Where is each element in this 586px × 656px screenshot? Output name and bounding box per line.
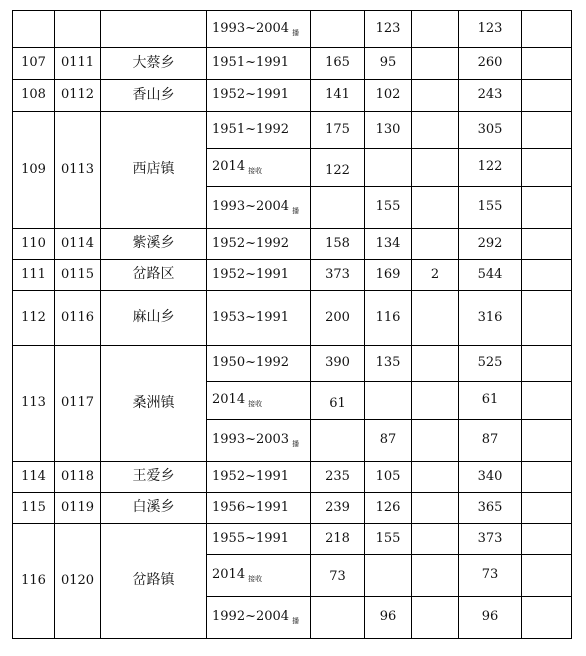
table-row bbox=[13, 291, 572, 346]
code-cell: 0117 bbox=[55, 346, 101, 462]
code-cell: 0113 bbox=[55, 112, 101, 229]
count-c-cell bbox=[412, 149, 459, 187]
count-a-cell: 122 bbox=[311, 149, 365, 187]
count-a-cell bbox=[311, 597, 365, 639]
name-cell: 王爱乡 bbox=[101, 462, 207, 493]
row-number-cell bbox=[13, 11, 55, 48]
count-a-cell: 175 bbox=[311, 112, 365, 149]
period-cell bbox=[207, 80, 311, 112]
period-cell bbox=[207, 462, 311, 493]
code-cell: 0119 bbox=[55, 493, 101, 524]
remark-cell bbox=[522, 462, 572, 493]
period-note: 接收 bbox=[248, 167, 263, 176]
period-cell bbox=[207, 420, 311, 462]
count-b-cell: 155 bbox=[365, 524, 412, 555]
period-note: 接收 bbox=[248, 575, 263, 584]
code-cell bbox=[55, 11, 101, 48]
total-cell: 525 bbox=[459, 346, 522, 382]
total-cell: 373 bbox=[459, 524, 522, 555]
total-cell: 122 bbox=[459, 149, 522, 187]
count-b-cell: 126 bbox=[365, 493, 412, 524]
count-a-cell bbox=[311, 420, 365, 462]
remark-cell bbox=[522, 291, 572, 346]
table-row bbox=[13, 493, 572, 524]
remark-cell bbox=[522, 420, 572, 462]
remark-cell bbox=[522, 555, 572, 597]
count-b-cell: 135 bbox=[365, 346, 412, 382]
period-cell bbox=[207, 555, 311, 597]
name-cell bbox=[101, 11, 207, 48]
count-c-cell bbox=[412, 291, 459, 346]
code-cell: 0114 bbox=[55, 229, 101, 260]
row-number-cell: 116 bbox=[13, 524, 55, 639]
table-row bbox=[13, 260, 572, 291]
code-cell: 0112 bbox=[55, 80, 101, 112]
row-number-cell: 110 bbox=[13, 229, 55, 260]
code-cell: 0115 bbox=[55, 260, 101, 291]
period-text: 1952~1991 bbox=[212, 87, 290, 103]
count-c-cell bbox=[412, 229, 459, 260]
count-a-cell: 158 bbox=[311, 229, 365, 260]
count-c-cell: 2 bbox=[412, 260, 459, 291]
remark-cell bbox=[522, 48, 572, 80]
table-row bbox=[13, 462, 572, 493]
count-a-cell: 73 bbox=[311, 555, 365, 597]
table-row bbox=[13, 524, 572, 555]
count-a-cell: 218 bbox=[311, 524, 365, 555]
count-b-cell: 134 bbox=[365, 229, 412, 260]
remark-cell bbox=[522, 229, 572, 260]
row-number-cell: 112 bbox=[13, 291, 55, 346]
total-cell: 61 bbox=[459, 382, 522, 420]
count-a-cell: 239 bbox=[311, 493, 365, 524]
period-text: 1992~2004 bbox=[212, 609, 290, 625]
count-a-cell bbox=[311, 11, 365, 48]
total-cell: 87 bbox=[459, 420, 522, 462]
count-a-cell: 200 bbox=[311, 291, 365, 346]
count-b-cell: 102 bbox=[365, 80, 412, 112]
period-cell bbox=[207, 149, 311, 187]
count-c-cell bbox=[412, 493, 459, 524]
name-cell: 岔路镇 bbox=[101, 524, 207, 639]
count-c-cell bbox=[412, 462, 459, 493]
period-cell bbox=[207, 11, 311, 48]
period-cell bbox=[207, 112, 311, 149]
count-b-cell bbox=[365, 555, 412, 597]
period-note: 播 bbox=[292, 28, 300, 37]
name-cell: 岔路区 bbox=[101, 260, 207, 291]
total-cell: 123 bbox=[459, 11, 522, 48]
table-row bbox=[13, 229, 572, 260]
code-cell: 0116 bbox=[55, 291, 101, 346]
count-a-cell: 390 bbox=[311, 346, 365, 382]
period-cell bbox=[207, 260, 311, 291]
count-c-cell bbox=[412, 524, 459, 555]
period-text: 1952~1992 bbox=[212, 235, 290, 251]
period-cell bbox=[207, 291, 311, 346]
total-cell: 340 bbox=[459, 462, 522, 493]
code-cell: 0111 bbox=[55, 48, 101, 80]
count-b-cell: 169 bbox=[365, 260, 412, 291]
count-c-cell bbox=[412, 382, 459, 420]
name-cell: 紫溪乡 bbox=[101, 229, 207, 260]
count-c-cell bbox=[412, 420, 459, 462]
period-note: 播 bbox=[292, 440, 300, 449]
count-c-cell bbox=[412, 112, 459, 149]
total-cell: 243 bbox=[459, 80, 522, 112]
count-b-cell: 123 bbox=[365, 11, 412, 48]
count-c-cell bbox=[412, 187, 459, 229]
period-text: 2014 bbox=[212, 392, 246, 408]
name-cell: 大蔡乡 bbox=[101, 48, 207, 80]
period-text: 1993~2004 bbox=[212, 199, 290, 215]
period-cell bbox=[207, 48, 311, 80]
row-number-cell: 115 bbox=[13, 493, 55, 524]
remark-cell bbox=[522, 187, 572, 229]
count-c-cell bbox=[412, 48, 459, 80]
total-cell: 73 bbox=[459, 555, 522, 597]
count-b-cell: 96 bbox=[365, 597, 412, 639]
name-cell: 麻山乡 bbox=[101, 291, 207, 346]
period-cell bbox=[207, 382, 311, 420]
count-a-cell: 141 bbox=[311, 80, 365, 112]
count-a-cell: 373 bbox=[311, 260, 365, 291]
total-cell: 96 bbox=[459, 597, 522, 639]
remark-cell bbox=[522, 382, 572, 420]
total-cell: 316 bbox=[459, 291, 522, 346]
archive-table bbox=[12, 10, 572, 639]
remark-cell bbox=[522, 346, 572, 382]
archive-table-sheet bbox=[12, 10, 572, 639]
row-number-cell: 113 bbox=[13, 346, 55, 462]
period-note: 播 bbox=[292, 617, 300, 626]
row-number-cell: 108 bbox=[13, 80, 55, 112]
name-cell: 香山乡 bbox=[101, 80, 207, 112]
period-text: 1951~1992 bbox=[212, 121, 290, 137]
period-cell bbox=[207, 524, 311, 555]
period-text: 1993~2004 bbox=[212, 20, 290, 36]
count-b-cell: 87 bbox=[365, 420, 412, 462]
count-b-cell: 105 bbox=[365, 462, 412, 493]
count-b-cell: 130 bbox=[365, 112, 412, 149]
count-c-cell bbox=[412, 597, 459, 639]
period-cell bbox=[207, 597, 311, 639]
remark-cell bbox=[522, 260, 572, 291]
period-text: 1950~1992 bbox=[212, 355, 290, 371]
table-row bbox=[13, 112, 572, 149]
row-number-cell: 107 bbox=[13, 48, 55, 80]
remark-cell bbox=[522, 149, 572, 187]
period-text: 2014 bbox=[212, 567, 246, 583]
table-row bbox=[13, 48, 572, 80]
total-cell: 260 bbox=[459, 48, 522, 80]
count-b-cell bbox=[365, 149, 412, 187]
period-text: 1955~1991 bbox=[212, 530, 290, 546]
remark-cell bbox=[522, 80, 572, 112]
remark-cell bbox=[522, 112, 572, 149]
row-number-cell: 114 bbox=[13, 462, 55, 493]
name-cell: 桑洲镇 bbox=[101, 346, 207, 462]
count-a-cell bbox=[311, 187, 365, 229]
row-number-cell: 109 bbox=[13, 112, 55, 229]
total-cell: 292 bbox=[459, 229, 522, 260]
period-text: 1956~1991 bbox=[212, 499, 290, 515]
count-b-cell: 95 bbox=[365, 48, 412, 80]
total-cell: 365 bbox=[459, 493, 522, 524]
remark-cell bbox=[522, 597, 572, 639]
period-text: 1951~1991 bbox=[212, 55, 290, 71]
count-a-cell: 235 bbox=[311, 462, 365, 493]
count-c-cell bbox=[412, 555, 459, 597]
period-cell bbox=[207, 229, 311, 260]
name-cell: 西店镇 bbox=[101, 112, 207, 229]
period-text: 2014 bbox=[212, 159, 246, 175]
period-cell bbox=[207, 493, 311, 524]
period-text: 1952~1991 bbox=[212, 266, 290, 282]
row-number-cell: 111 bbox=[13, 260, 55, 291]
count-b-cell bbox=[365, 382, 412, 420]
period-text: 1952~1991 bbox=[212, 468, 290, 484]
count-a-cell: 165 bbox=[311, 48, 365, 80]
period-cell bbox=[207, 187, 311, 229]
code-cell: 0118 bbox=[55, 462, 101, 493]
count-c-cell bbox=[412, 11, 459, 48]
period-note: 接收 bbox=[248, 400, 263, 409]
period-text: 1953~1991 bbox=[212, 309, 290, 325]
name-cell: 白溪乡 bbox=[101, 493, 207, 524]
remark-cell bbox=[522, 11, 572, 48]
count-a-cell: 61 bbox=[311, 382, 365, 420]
remark-cell bbox=[522, 524, 572, 555]
total-cell: 544 bbox=[459, 260, 522, 291]
table-row bbox=[13, 346, 572, 382]
period-text: 1993~2003 bbox=[212, 432, 290, 448]
table-row bbox=[13, 80, 572, 112]
table-row bbox=[13, 11, 572, 48]
total-cell: 305 bbox=[459, 112, 522, 149]
count-c-cell bbox=[412, 80, 459, 112]
period-cell bbox=[207, 346, 311, 382]
count-c-cell bbox=[412, 346, 459, 382]
total-cell: 155 bbox=[459, 187, 522, 229]
count-b-cell: 116 bbox=[365, 291, 412, 346]
count-b-cell: 155 bbox=[365, 187, 412, 229]
period-note: 播 bbox=[292, 207, 300, 216]
remark-cell bbox=[522, 493, 572, 524]
code-cell: 0120 bbox=[55, 524, 101, 639]
